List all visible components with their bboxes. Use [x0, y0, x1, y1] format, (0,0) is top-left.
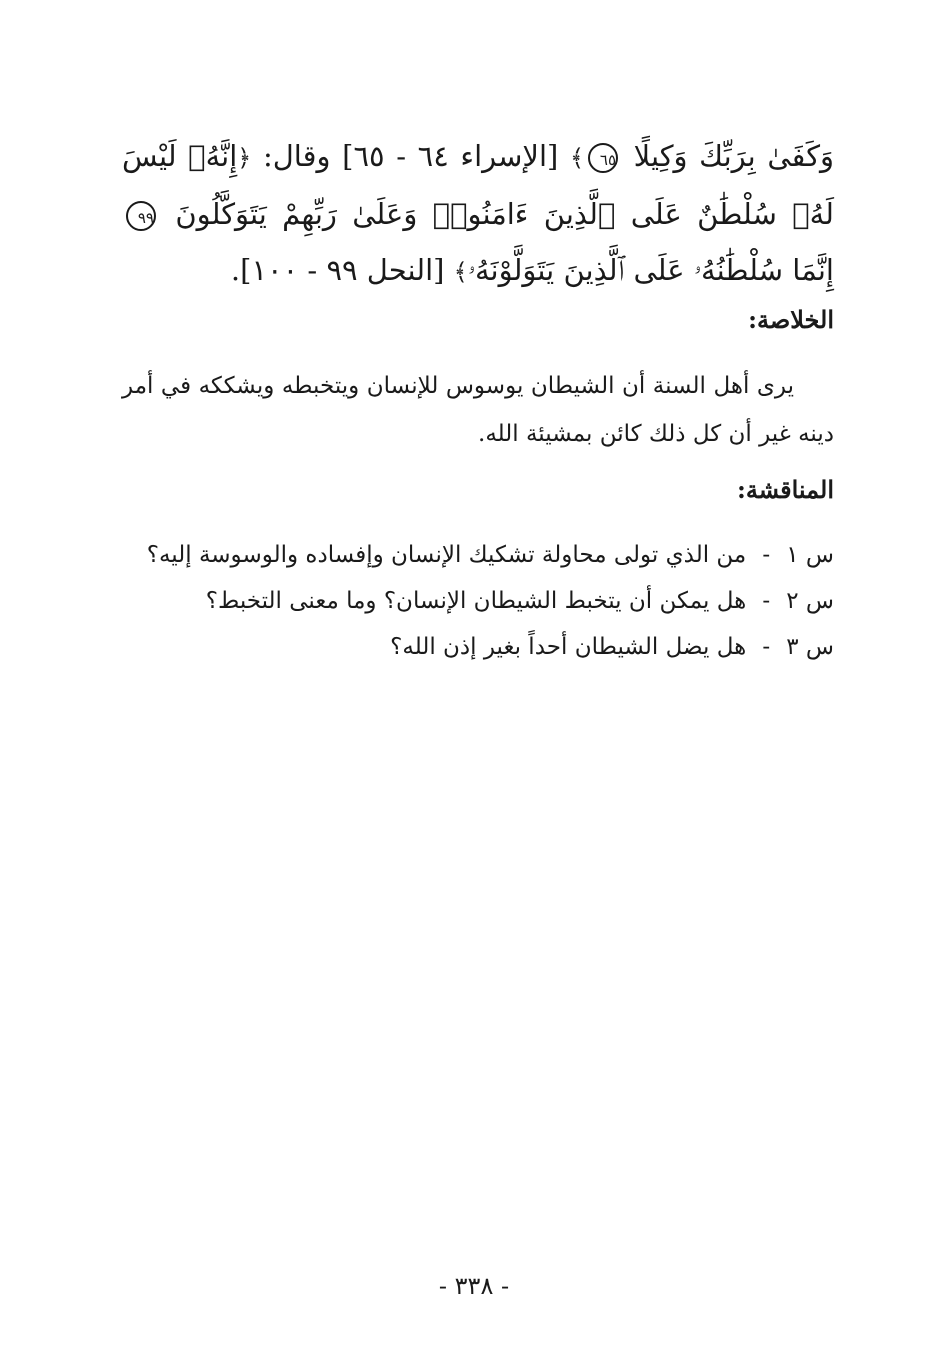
question-dash: -: [762, 588, 771, 614]
question-label: س ٢: [786, 588, 834, 614]
verse-reference: [النحل ٩٩ - ١٠٠].: [230, 253, 445, 287]
ayah-number-marker: ٦٥: [588, 143, 618, 173]
question-label: س ٣: [786, 634, 834, 660]
discussion-heading: المناقشة:: [736, 475, 834, 504]
question-item: [122, 578, 834, 624]
page-number: - ٣٣٨ -: [438, 1272, 510, 1300]
quran-segment-1: وَكَفَىٰ بِرَبِّكَ وَكِيلًا: [633, 139, 835, 173]
question-item: [122, 624, 834, 670]
summary-heading: الخلاصة:: [748, 305, 834, 334]
ornate-bracket-close: ﴾: [453, 258, 468, 286]
quran-segment-3: إِنَّمَا سُلْطَٰنُهُۥ عَلَى ٱلَّذِينَ يَتَوَلَّوْنَهُۥ: [467, 253, 834, 287]
question-text: من الذي تولى محاولة تشكيك الإنسان وإفساده والوسوسة إليه؟: [146, 542, 747, 568]
ornate-bracket-open: ﴿: [237, 144, 252, 172]
question-item: [122, 532, 834, 578]
question-list: [122, 532, 834, 670]
ayah-number-marker: ٩٩: [126, 201, 156, 231]
question-dash: -: [762, 542, 771, 568]
question-text: هل يمكن أن يتخبط الشيطان الإنسان؟ وما معنى التخبط؟: [205, 588, 747, 614]
question-label: س ١: [786, 542, 834, 568]
quran-passage: [122, 128, 834, 300]
question-dash: -: [762, 634, 771, 660]
verse-reference: [الإسراء ٦٤ - ٦٥]: [342, 139, 559, 173]
quran-segment-2: إِنَّهُۥ لَيْسَ لَهُۥ سُلْطَٰنٌ عَلَى ٱلَّذِينَ ءَامَنُوا۟ وَعَلَىٰ رَبِّهِمْ يَتَوَكَّلُونَ: [122, 139, 835, 231]
question-text: هل يضل الشيطان أحداً بغير إذن الله؟: [390, 634, 747, 660]
summary-paragraph: يرى أهل السنة أن الشيطان يوسوس للإنسان ويتخبطه ويشككه في أمر دينه غير أن كل ذلك كائن بمشيئة الله.: [122, 373, 834, 447]
ornate-bracket-close: ﴾: [569, 144, 585, 172]
said-word: وقال:: [262, 139, 331, 173]
